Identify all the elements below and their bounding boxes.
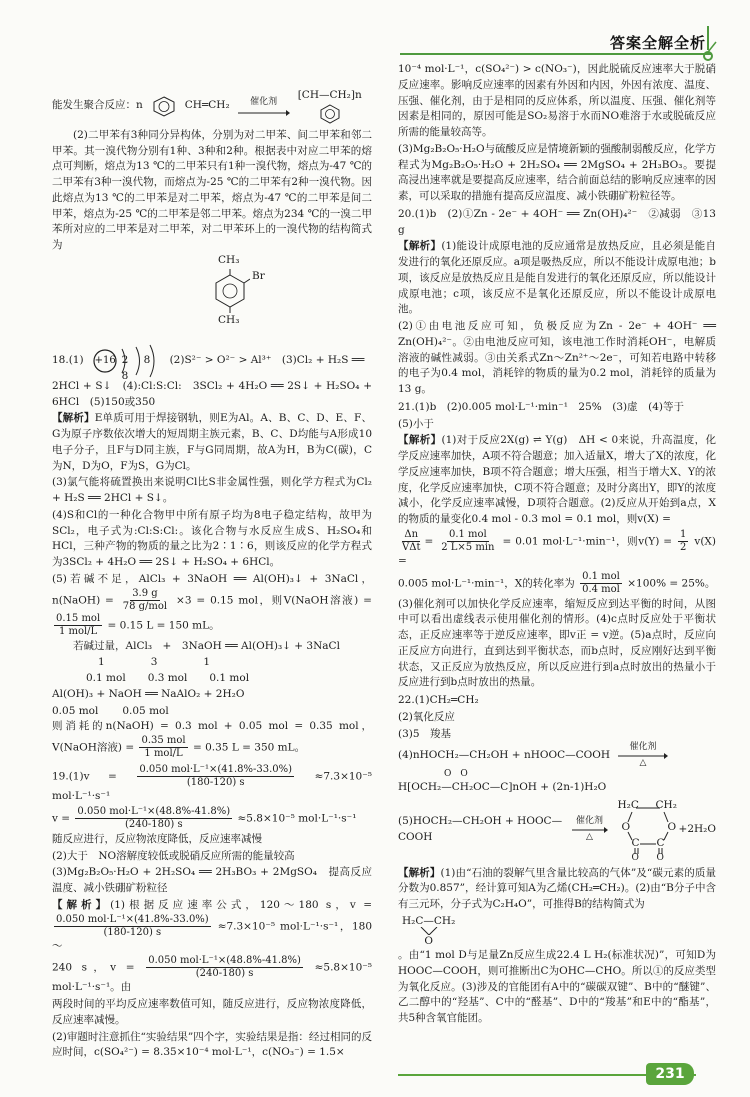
sulfide-ion-structure [92,343,162,382]
denominator: 1 mol/L [144,748,183,759]
fraction [439,529,496,554]
header-title: 答案全解全析 [609,34,706,52]
analysis-label: 【解析】 [52,412,95,425]
q19-analysis-text: (1)根据反应速率公式，120～180 s，v = [110,898,373,911]
reaction-arrow [618,743,668,769]
q22-answer-2: (2)氧化反应 [398,710,455,723]
shell-electrons: 2 8 8 [121,353,157,382]
bromine-label: Br [252,269,265,282]
q19-analysis-1 [52,898,372,955]
q22-analysis-1 [398,866,716,913]
numerator: 0.35 mol [141,735,186,746]
q20-answer: 20.(1)b (2)①Zn - 2e⁻ + 4OH⁻ ══ Zn(OH)₄²⁻ ②减弱 ③13 g [398,207,716,236]
q22-answer-3: (3)5 羧基 [398,727,452,740]
reaction-arrow [238,96,290,116]
numerator: 0.15 mol [56,612,101,624]
stoich-value: 3 [150,656,158,669]
fraction [137,764,294,789]
ring-carbon: C [631,836,640,849]
q17-part2: (2)二甲苯有3种同分异构体，分别为对二甲苯、间二甲苯和邻二甲苯。其一溴代物分别有1种、3种和2种。根据表中对应二甲苯的熔点可判断，熔点为13 ℃的二甲苯只有1种一溴代物，熔点为-47 ℃的二甲苯有3种一溴代物，而熔点为-25 ℃的二甲苯有2种一溴代物。因此熔点为13 ℃的二甲苯是对二甲苯，熔点为-47 ℃的二甲苯是间二甲苯，熔点为-25 ℃的二甲苯是邻二甲苯。熔点为234 ℃的一溴二甲苯所对应的二甲苯是对二甲苯，对二甲苯环上的一溴代物的结构简式为 [52,128,372,251]
numerator: 1 [680,528,687,540]
catalyst-label: 催化剂 [629,742,657,753]
page-header [0,0,750,60]
q19-line1 [52,764,372,805]
denominator: VΔt [402,541,421,553]
q19-conclusion: 随反应进行，反应物浓度降低，反应速率减慢 [52,832,262,845]
q19-analysis-3: 两段时间的平均反应速率数值可知，随反应进行，反应物浓度降低，反应速率减慢。 [52,998,372,1026]
reaction-arrow [572,817,608,843]
cyclic-ester-structure [616,798,677,863]
q19-number: 19.(1)v = [52,770,117,783]
polymer-text: 能发生聚合反应：n [52,99,143,111]
analysis-label: 【解析】 [398,866,441,879]
right-column [398,62,716,1028]
q21-answer-5: (5)小于 [398,417,434,430]
stoich-value: 0.05 mol [52,704,99,717]
q18-total-text2: = 0.35 L = 350 mL。 [192,741,306,754]
q20-analysis-text: (1)能设计成原电池的反应通常是放热反应，且必须是能自发进行的氧化还原反应。a项是吸热反应，所以不能设计成原电池；b项，该反应是放热反应且是能自发进行的氧化还原反应，所以能设计成原电池；c项，该反应不是氧化还原反应，所以不能设计成原电池。 [398,240,717,316]
heat-label: △ [586,831,593,842]
denominator: 0.4 mol [582,583,620,595]
methyl-bottom: CH₃ [218,313,240,326]
q21-conversion-text: 0.005 mol·L⁻¹·min⁻¹，X的转化率为 [398,577,575,589]
arrow-icon [238,110,290,116]
q18-total-text: 则消耗的n(NaOH) = 0.3 mol + 0.05 mol = 0.35 mol，V(NaOH溶液) = [52,720,372,754]
denominator: 1 mol/L [58,625,98,637]
q21-rate-text: = 0.01 mol·L⁻¹·min⁻¹，则v(Y) = [502,535,673,548]
q19-v: v = [52,812,71,825]
denominator: 2 L×5 min [441,541,495,553]
q22-reactants: (4)nHOCH₂—CH₂OH + nHOOC—COOH [398,749,611,762]
q18-line1 [52,343,372,382]
q18-line2: 2HCl + S↓ (4):Cl:S:Cl: 3SCl₂ + 4H₂O ══ 2S↓ + H₂SO₄ + 6HCl (5)150或350 [52,379,372,408]
q18-excess-eq: 若碱过量，AlCl₃ + 3NaOH ══ Al(OH)₃↓ + 3NaCl [73,639,340,652]
q19-analysis-4: (2)审题时注意抓住“实验结果”四个字，实验结果是指：经过相同的反应时间，c(SO₄²⁻) = 8.35×10⁻⁴ mol·L⁻¹，c(NO₃⁻) = 1.5× [52,1030,372,1059]
q18-a5-text3: = 0.15 L = 150 mL。 [107,619,220,631]
carbonyl-oxygen: O [631,852,639,863]
q19-analysis-2 [52,955,372,996]
epoxide-carbons: H₂C—CH₂ [402,914,456,927]
numerator: 0.050 mol·L⁻¹×(41.8%-33.0%) [139,764,293,775]
q18-analysis-5 [52,572,372,638]
q21-conversion [398,571,716,596]
denominator: 2 [680,541,687,553]
polymer-product-text: [CH—CH₂]n [297,89,362,101]
q20-analysis-2: (2)①由电池反应可知，负极反应为Zn - 2e⁻ + 4OH⁻ ══ Zn(OH)₄²⁻。②由电池反应可知，该电池工作时消耗OH⁻，电解质溶液的碱性减弱。③由关系式Zn～Zn²⁺～2e⁻，可知若电路中转移的电子为0.4 mol，消耗锌的物质的量为0.2 mol，消耗锌的质量为13 g。 [398,320,716,395]
epoxide-bonds-icon [409,927,449,935]
numerator: 0.1 mol [582,570,620,582]
analysis-label: 【解析】 [398,240,442,253]
q22-answer-1: 22.(1)CH₂═CH₂ [398,694,479,706]
stoich-value: 0.1 mol [209,672,250,684]
fraction [580,571,622,596]
q19-line2 [52,806,372,831]
header-rule [400,53,712,55]
fraction [678,529,688,554]
ring-oxygen: O [667,820,677,833]
q18-a5-text2: ×3 = 0.15 mol，则V(NaOH溶液) = [176,594,372,606]
fraction [139,735,187,760]
q22-polymer: H[OCH₂—CH₂OC—C]nOH + (2n-1)H₂O [398,780,607,793]
numerator: 0.050 mol·L⁻¹×(48.8%-41.8%) [148,955,301,967]
stoich-value: 0.1 mol [86,672,126,684]
numerator: 3.9 g [132,587,158,599]
stoich-row-1 [52,655,372,671]
q20-analysis-1 [398,239,716,318]
epoxide-structure [402,915,455,948]
q19-analysis-rate2: ≈5.8×10⁻⁵ mol·L⁻¹·s⁻¹。由 [52,961,373,994]
left-column [52,62,372,1062]
page-number: 231 [646,1063,694,1085]
ring-oxygen: O [621,820,631,833]
benzene-ring-icon [210,269,250,313]
denominator: (240-180) s [195,968,254,980]
stoich-value: 0.3 mol [147,672,188,684]
q19-analysis-rate1: ≈7.3×10⁻⁵ mol·L⁻¹·s⁻¹，180～ [52,920,372,952]
denominator: (240-180) s [124,818,183,830]
q21-rate-text2: v(X) = [398,535,716,567]
vinyl-text: CH═CH₂ [184,99,230,111]
q21-analysis-text: (1)对于反应2X(g) ⇌ Y(g) ΔH < 0来说，升高温度，化学反应速率加快，A项不符合题意；加入适量X，增大了X的浓度，化学反应速率加快，B项不符合题意；增大压强，相当于增大X、Y的浓度，化学反应速率加快，C项不符合题意；及时分离出Y，即Y的浓度减小，化学反应速率减慢，D项符合题意。(2)反应从开始到a点，X的物质的量变化0.4 mol - 0.3 mol = 0.1 mol，则v(X) = [398,434,717,525]
q21-analysis-3: (3)催化剂可以加快化学反应速率，缩短反应到达平衡的时间，从图中可以看出虚线表示使用催化剂的情形。(4)c点时反应处于平衡状态，正反应速率等于逆反应速率，即v正 = v逆。(5)a点时，反应向正反应方向进行，直到达到平衡状态，而b点时，反应刚好达到平衡状态，又正反应为放热反应，所以反应进行到a点时放出的热量小于反应进行到b点时放出的热量。 [398,597,716,689]
q22-answer-5 [398,798,716,862]
q18-number: 18.(1) [52,353,84,366]
q19-rate1: ≈7.3×10⁻⁵ mol·L⁻¹·s⁻¹ [52,770,372,802]
numerator: 0.1 mol [448,528,487,540]
q22-analysis-text: (1)由“石油的裂解气里含量比较高的气体”及“碳元素的质量分数为0.857”，经计算可知A为乙烯(CH₂═CH₂)。(2)由“B分子中含有三元环，分子式为C₂H₄O”，可推得B的结构简式为 [398,866,716,911]
q21-analysis-1 [398,433,716,528]
q21-rate-calc: $\frac{\Delta n}{\text{VΔt}}$ = $\frac{\text{0.1 mol}}{2 L\times 5 \min}$ = 0.01 mol·L⁻¹·min⁻¹，则v(Y) = $\frac{1}{2}$ v(X) = [398,528,716,567]
q18-total [52,719,372,760]
q18-analysis-1 [52,411,372,474]
q22-reactants-5: (5)HOCH₂—CH₂OH + HOOC—COOH [398,814,563,843]
q19-part3: (3)Mg₂B₂O₅·H₂O + 2H₂SO₄ ══ 2H₃BO₃ + 2MgSO₄ 提高反应温度、减小铁硼矿粉粒径 [52,866,372,894]
stoich-row-3 [52,704,372,720]
epoxide-oxygen: O [424,935,433,948]
polymer-product [298,88,362,124]
q19-analysis-part3: (3)Mg₂B₂O₅·H₂O与硫酸反应是情境新颖的强酸制弱酸反应，化学方程式为Mg₂B₂O₅·H₂O + 2H₂SO₄ ══ 2MgSO₄ + 2H₃BO₃。要提高浸出速率就是要提高反应速率，结合前面总结的影响反应速率的因素，可以采取的措施有提高反应温度、减小铁硼矿粉粒径等。 [398,142,716,202]
carbonyl-oxygen: O [656,852,664,863]
q18-analysis-4: (4)S和Cl的一种化合物甲中所有原子均为8电子稳定结构，故甲为SCl₂，电子式为:Cl:S:Cl:。该化合物与水反应生成S、H₂SO₄和HCl，三种产物的物质的量之比为2∶1∶6，则该反应的化学方程式为3SCl₂ + 4H₂O ══ 2S↓ + H₂SO₄ + 6HCl。 [52,508,372,568]
numerator: 0.050 mol·L⁻¹×(48.8%-41.8%) [77,805,231,817]
q19-rate2: ≈5.8×10⁻⁵ mol·L⁻¹·s⁻¹ [237,812,357,825]
q21-conversion-result: ×100% = 25%。 [627,577,716,589]
denominator: (180-120) s [103,926,162,938]
stoich-value: 0.05 mol [122,704,169,717]
fraction [75,806,232,831]
q19-analysis-interval: 240 s，v = [52,961,135,974]
denominator: 78 g/mol [122,600,168,612]
polymer-line [52,88,372,124]
q19-analysis-cont: 10⁻⁴ mol·L⁻¹，c(SO₄²⁻) > c(NO₃⁻)，因此脱硫反应速率大于脱硝反应速率。影响反应速率的因素有外因和内因，外因有浓度、温度、压强、催化剂，由于是相同的反应体系，所以温度、压强、催化剂等因素是相同的，原因可能是SO₂易溶于水而NO难溶于水或脱硫反应所需的能量较高等。 [398,63,716,138]
q21-answer: 21.(1)b (2)0.005 mol·L⁻¹·min⁻¹ 25% (3)虚 (4)等于 [398,400,685,413]
numerator: Δn [404,528,419,540]
analysis-label: 【解析】 [398,434,442,447]
benzene-ring-icon [151,95,177,117]
heat-label: △ [639,758,647,769]
catalyst-label: 催化剂 [576,815,604,826]
fraction [146,955,303,980]
q22-answer-4 [398,743,716,769]
fraction [121,588,169,613]
benzene-ring-icon [319,104,341,124]
q22-water: +2H₂O [678,822,716,835]
nucleus-charge: +16 [94,354,116,366]
q18-analysis-text: E单质可用于焊接钢轨，则E为Al。A、B、C、D、E、F、G为原子序数依次增大的短周期主族元素，B、C、D均能与A形成10电子分子，且F与D同主族，F与G同周期，故A为H，B为C(碳)，C为N，D为O，F为S，G为Cl。 [52,412,372,472]
denominator: (180-120) s [186,777,245,788]
stoich-row-2 [52,671,372,687]
analysis-label: 【解析】 [52,898,111,911]
header-ornament-icon [700,20,740,64]
q18-parts-2-3: (2)S²⁻ > O²⁻ > Al³⁺ (3)Cl₂ + H₂S ══ [169,353,365,366]
fraction [54,613,102,638]
fraction [400,529,422,554]
q18-naoh-eq: Al(OH)₃ + NaOH ══ NaAlO₂ + 2H₂O [52,687,245,700]
catalyst-label: 催化剂 [250,97,278,108]
q19-part2: (2)大于 NO溶解度较低或脱硝反应所需的能量较高 [52,849,295,862]
q18-a5-text: (5)若碱不足，AlCl₃ + 3NaOH ══ Al(OH)₃↓ + 3NaCl，n(NaOH) = [52,572,372,606]
bromo-xylene-structure [202,255,372,329]
ring-carbon: C [656,836,665,849]
q18-analysis-3: (3)氯气能将硫置换出来说明Cl比S非金属性强，则化学方程式为Cl₂ + H₂S ══ 2HCl + S↓。 [52,476,372,504]
fraction [54,914,211,939]
q22-analysis-2: 。由“1 mol D与足量Zn反应生成22.4 L H₂(标准状况)”，可知D为HOOC—COOH，则可推断出C为OHC—CHO。所以①的反应类型为氧化反应。(3)涉及的官能团有A中的“碳碳双键”、B中的“醚键”、乙二醇中的“羟基”、C中的“醛基”、D中的“羧基”和E中的“酯基”，共5种含氧官能团。 [398,949,716,1025]
stoich-value: 1 [203,656,211,669]
ring-carbon: H₂C [617,798,639,811]
carbonyl-oxygens: O O [444,769,468,780]
numerator: 0.050 mol·L⁻¹×(41.8%-33.0%) [56,913,209,925]
methyl-top: CH₃ [218,253,240,266]
stoich-value: 1 [98,656,105,669]
ring-carbon: CH₂ [655,798,677,811]
